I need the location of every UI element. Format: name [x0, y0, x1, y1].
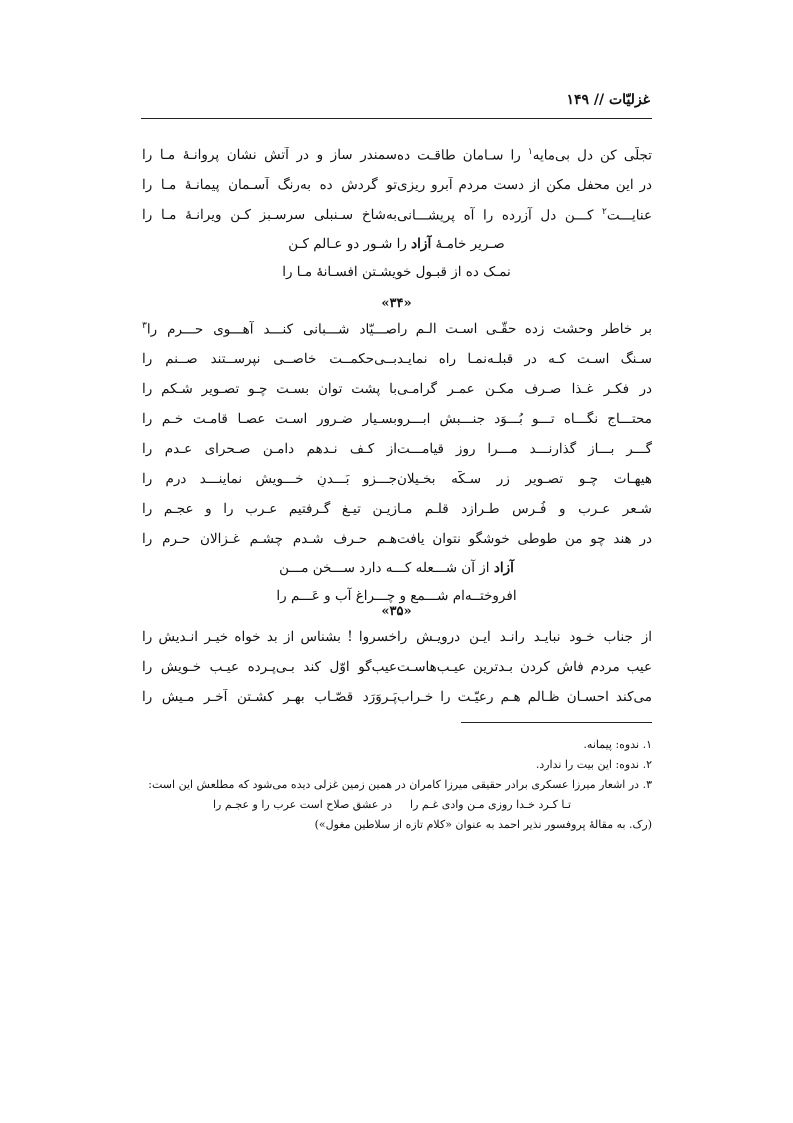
hemistich-second: جـــزو بَـــدنِ خـــویش نماینـــد درم را: [142, 471, 397, 487]
hemistich-second: سمندر ساز و در آتش نشان پروانـهٔ مـا را: [142, 147, 397, 163]
hemistich-first: در این محفل مکن از دست مردم آبرو ریزی: [397, 177, 652, 193]
couplet: [141, 524, 652, 554]
couplet: [141, 494, 652, 524]
hemistich-second: با پشت توان بسـت چـو تصـویر شـکم را: [142, 381, 397, 397]
verse-text: در عشق صلاح است عرب را و عجـم را: [212, 798, 393, 811]
footnote-reference: (رک. به مقالهٔ پروفسور نذیر احمد به عنوان «کلام تازه از سلاطین مغول»): [314, 818, 652, 831]
couplet: [141, 464, 652, 494]
couplet: [141, 314, 652, 344]
poet-name: آزاد: [411, 236, 432, 252]
hemistich-second: [142, 321, 397, 338]
hemistich-first: گـــر بـــاز گذارنـــد مـــرا روز قیامـــت: [397, 441, 652, 457]
footnote-mark: ۲: [602, 206, 607, 217]
footnote-2: ۲. ندوه: این بیت را ندارد.: [535, 758, 652, 771]
hemistich-first: شـعر عـرب و فُـرس طـرازد قلـم مـا: [397, 501, 652, 517]
couplet: [141, 622, 652, 652]
ghazal-33: [141, 140, 652, 286]
closing-line: [141, 230, 652, 258]
hemistich-first: [397, 207, 652, 224]
footnote-1: ۱. ندوه: پیمانه.: [583, 738, 652, 751]
hemistich-first: محتـــاج نگـــاه تـــو بُـــوَد جنـــبش ابـــرو: [397, 411, 652, 427]
hemistich-second: از کـف نـدهم دامـن صـحرای عـدم را: [142, 441, 397, 457]
footnotes: [132, 735, 652, 835]
header-rule: [141, 118, 652, 119]
couplet: [141, 682, 652, 712]
verse-text: تـا کـرد خـدا روزی مـن وادی غـم را: [410, 798, 572, 811]
verse-text: تجلّی کن دل بی‌مایه: [532, 147, 652, 164]
couplet: [141, 652, 652, 682]
hemistich-first: عیب مردم فاش کردن بـدترین عیـب‌هاسـت: [397, 659, 652, 675]
hemistich-second: هـم حـرف شـدم چشـم غـزالان حـرم را: [142, 531, 397, 547]
hemistich-first: در فکـر غـذا صـرف مکـن عمـر گرامـی: [397, 381, 652, 397]
hemistich-second: تو گردش ده به‌رنگ آسـمان پیمانـهٔ مـا را: [142, 177, 397, 193]
verse-text: کـــن دل آزرده را آه پریشـــانی: [397, 207, 594, 224]
verse-text: را شـور دو عـالم کـن: [288, 236, 407, 252]
couplet: [141, 404, 652, 434]
ghazal-number: «۳۴»: [381, 296, 412, 311]
closing-line: [141, 258, 652, 286]
footnote-mark: ۱: [527, 146, 533, 157]
ghazal-number: «۳۵»: [381, 604, 412, 619]
hemistich-second: پَـروَرَد قصّـاب بهـر کشـتن آخـر مـیش را: [142, 689, 397, 705]
verse-text: افروختــه‌ام شـــمع و چـــراغ آب و عَـــم را: [276, 588, 517, 604]
couplet: [141, 374, 652, 404]
hemistich-second: زیـن تیـغ گـرفتیم عـرب را و عجـم را: [142, 501, 397, 517]
hemistich-second: به‌شاخ سـنبلی سرسـبز کـن ویرانـهٔ مـا را: [142, 207, 397, 223]
hemistich-first: بر خاطر وحشت زده حقّـی اسـت الـم را: [397, 321, 652, 337]
hemistich-second: خسروا ! بشناس از بد خواه خیـر انـدیش را: [142, 629, 397, 645]
couplet: [141, 344, 652, 374]
verse-text: صـریر خامـهٔ: [435, 236, 505, 252]
hemistich-first: می‌کند احسـان ظـالم هـم رعیّـت را خـراب: [397, 689, 652, 705]
verse-text: نمـک ده از قبـول خویشـتن افسـانهٔ مـا را: [282, 264, 511, 280]
couplet: [141, 140, 652, 170]
ghazal-35: [141, 622, 652, 712]
verse-text: را سـامان طاقـت ده: [397, 147, 521, 164]
footnote-rule: [461, 722, 652, 723]
footnote-3: ۳. در اشعار میرزا عسکری برادر حقیقی میرزا کامران در همین زمین غزلی دیده می‌شود که مطلعش این است:: [148, 778, 652, 791]
verse-text: صـــیّاد شـــبانی کنـــد آهـــوی حـــرم را: [146, 321, 397, 338]
hemistich-first: [397, 147, 652, 164]
poet-name: آزاد: [493, 560, 514, 576]
hemistich-second: عیب‌گو اوّل کند بـی‌پـرده عیـب خـویش را: [142, 659, 397, 675]
hemistich-second: بسـیار ضـرور اسـت عصـا قامـت خـم را: [142, 411, 397, 427]
verse-text: از آن شـــعله کـــه دارد ســـخن مـــن: [279, 560, 490, 576]
footnote-mark: ۳: [142, 320, 147, 331]
hemistich-first: هیهـات چـو تصـویر زر سـکّه بخـیلان: [397, 471, 652, 487]
ghazal-34: [141, 314, 652, 610]
running-header: غزلیّات // ۱۴۹: [566, 92, 650, 108]
hemistich-first: سـنگ اسـت کـه در قبلـه‌نمـا راه نمایـد: [397, 351, 652, 367]
hemistich-second: بــی‌حکمــت خاصــی نپرســتند صــنم را: [142, 351, 397, 367]
verse-text: عنایـــت: [606, 207, 652, 224]
couplet: [141, 434, 652, 464]
footnote-verse: [132, 795, 652, 815]
hemistich-first: در هند چو من طوطی خوشگو نتوان یافت: [397, 531, 652, 547]
hemistich-first: از جناب خـود نبایـد رانـد ایـن درویـش را: [397, 629, 652, 645]
couplet: [141, 200, 652, 230]
couplet: [141, 170, 652, 200]
closing-line: [141, 554, 652, 582]
